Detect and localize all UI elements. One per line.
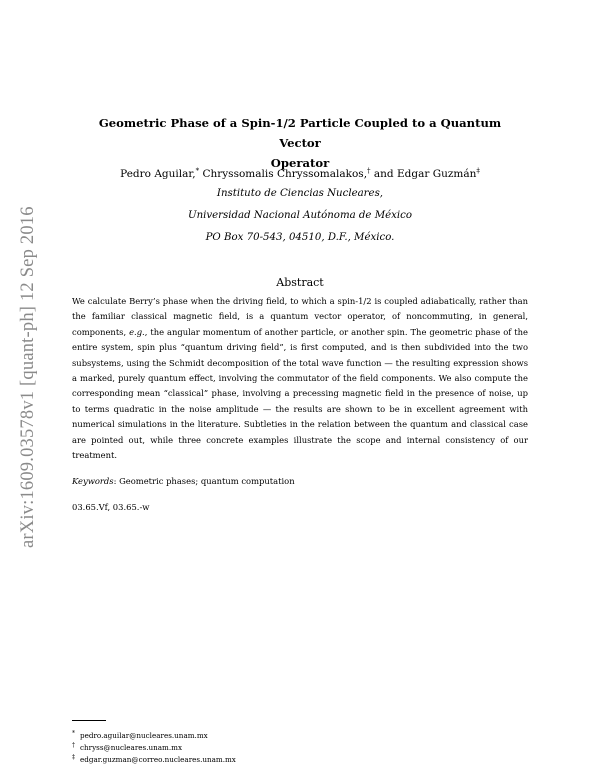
author-list [100, 167, 500, 181]
keywords [72, 476, 295, 486]
footnote-mark: † [72, 742, 75, 749]
footnote [72, 753, 236, 764]
footnote-email[interactable]: pedro.aguilar@nucleares.unam.mx [80, 731, 208, 740]
affiliation-line: Universidad Nacional Autónoma de México [187, 210, 413, 221]
abstract-text: We calculate Berry’s phase when the driving field, to which a spin-1/2 is coupled adiabatically, rather than the familiar classical magnetic field, is a quantum vector operator, of noncommuting, in general, components, [72, 296, 528, 337]
paper-title [88, 113, 512, 173]
footnote-email[interactable]: edgar.guzman@correo.nucleares.unam.mx [80, 755, 236, 764]
author-name: Chryssomalis Chryssomalakos, [202, 168, 368, 180]
keywords-label: Keywords [72, 476, 114, 486]
author-name: and Edgar Guzmán [373, 168, 477, 180]
abstract-text: , the angular momentum of another particle, or another spin. The geometric phase of the entire system, spin plus “quantum driving field”, is first computed, and is then subdivided into the two subsystems, using the Schmidt decomposition of the total wave function — the resulting expression shows a marked, purely quantum effect, involving the commutator of the field components. We also compute the corresponding mean “classical” phase, involving a precessing magnetic field in the presence of noise, up to terms quadratic in the noise amplitude — the results are shown to be in excellent agreement with numerical simulations in the literature. Subtleties in the relation between the quantum and classical case are pointed out, while three concrete examples illustrate the scope and internal consistency of our treatment. [72, 326, 528, 461]
keywords-text: : Geometric phases; quantum computation [113, 476, 295, 486]
pacs-codes: 03.65.Vf, 03.65.-w [72, 502, 150, 512]
footnote-rule [72, 720, 106, 721]
author-name: Pedro Aguilar, [120, 168, 196, 180]
abstract-body [72, 294, 528, 463]
author-footnote-mark: * [195, 167, 200, 175]
arxiv-identifier: arXiv:1609.03578v1 [quant-ph] 12 Sep 2016 [18, 206, 38, 548]
author-footnote-mark: ‡ [476, 167, 480, 175]
title-line-2: Operator [270, 156, 330, 170]
affiliation-line: Instituto de Ciencias Nucleares, [216, 188, 384, 199]
footnote [72, 729, 208, 740]
author-footnote-mark: † [367, 167, 371, 175]
footnote [72, 741, 182, 752]
title-line-1: Geometric Phase of a Spin-1/2 Particle Coupled to a Quantum Vector [98, 116, 502, 150]
footnote-mark: * [72, 730, 75, 737]
affiliation-line: PO Box 70-543, 04510, D.F., México. [205, 232, 395, 243]
footnote-mark: ‡ [72, 754, 75, 761]
abstract-heading: Abstract [276, 276, 324, 289]
footnote-email[interactable]: chryss@nucleares.unam.mx [80, 743, 183, 752]
abstract-emphasis: e.g. [129, 326, 145, 337]
